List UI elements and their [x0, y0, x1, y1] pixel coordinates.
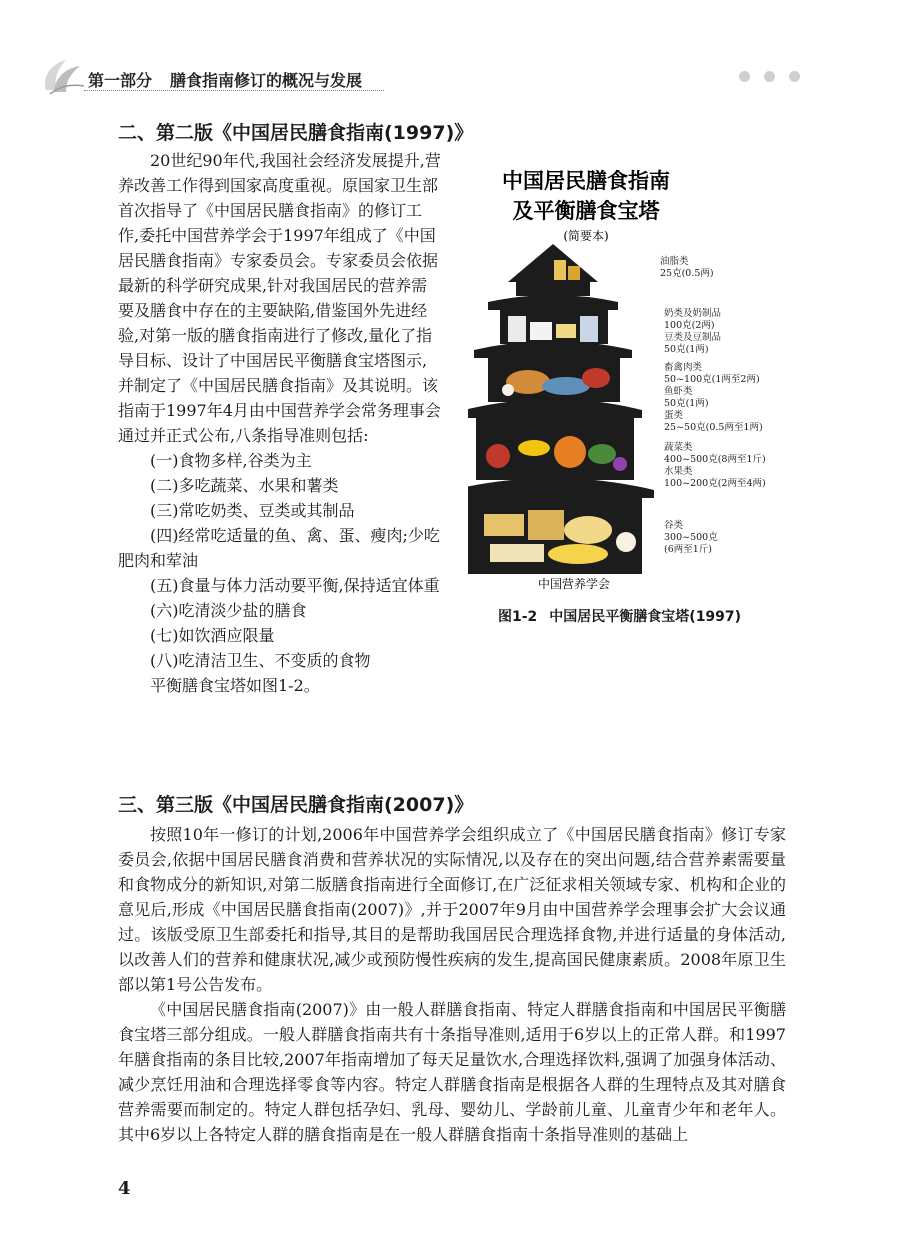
header-title	[88, 68, 380, 91]
section2-intro: 20世纪90年代,我国社会经济发展提升,营养改善工作得到国家高度重视。原国家卫生部首次指导了《中国居民膳食指南》的修订工作,委托中国营养学会于1997年组成了《中国居民膳食指南》专家委员会。专家委员会依据最新的科学研究成果,针对我国居民的营养需要及膳食中存在的主要缺陷,借鉴国外先进经验,对第一版的膳食指南进行了修改,量化了指导目标、设计了中国居民平衡膳食宝塔图示,并制定了《中国居民膳食指南》及其说明。该指南于1997年4月由中国营养学会常务理事会通过并正式公布,八条指导准则包括:	[118, 151, 441, 445]
guideline-item: (五)食量与体力活动要平衡,保持适宜体重	[150, 576, 440, 595]
wheat-leaf-logo-icon	[40, 56, 86, 96]
section3-paragraph-2: 《中国居民膳食指南(2007)》由一般人群膳食指南、特定人群膳食指南和中国居民平衡膳食宝塔三部分组成。一般人群膳食指南共有十条指导准则,适用于6岁以上的正常人群。和1997年膳食指南的条目比较,2007年指南增加了每天足量饮水,合理选择饮料,强调了加强身体活动、减少烹饪用油和合理选择零食等内容。特定人群膳食指南是根据各人群的生理特点及其对膳食营养需要而制定的。特定人群包括孕妇、乳母、婴幼儿、学龄前儿童、儿童青少年和老年人。其中6岁以上各特定人群的膳食指南是在一般人群膳食指南十条指导准则的基础上	[118, 1000, 786, 1144]
guideline-item: (四)经常吃适量的鱼、禽、蛋、瘦肉;少吃肥肉和荤油	[118, 526, 440, 570]
pagoda-label: 蔬菜类	[664, 442, 693, 453]
pagoda-label: 25克(0.5两)	[660, 268, 714, 279]
figure-caption-text: 中国居民平衡膳食宝塔(1997)	[549, 609, 742, 625]
section2-heading: 二、第二版《中国居民膳食指南(1997)》	[118, 122, 474, 144]
pagoda-label: 50~100克(1两至2两)	[664, 374, 760, 385]
section2-closing: 平衡膳食宝塔如图1-2。	[150, 676, 320, 695]
figure-title-line1: 中国居民膳食指南	[502, 168, 670, 193]
pagoda-label: 50克(1两)	[664, 398, 709, 409]
section2-body	[118, 148, 443, 698]
pagoda-label: (6两至1斤)	[664, 544, 713, 555]
page-number: 4	[118, 1178, 131, 1199]
pagoda-label: 蛋类	[664, 410, 684, 421]
guideline-item: (二)多吃蔬菜、水果和薯类	[150, 476, 339, 495]
header-chapter: 膳食指南修订的概况与发展	[170, 71, 363, 90]
pagoda-label: 50克(1两)	[664, 344, 709, 355]
figure-subtitle: (简要本)	[563, 229, 609, 243]
figure-caption	[498, 606, 741, 626]
figure-title-line2: 及平衡膳食宝塔	[512, 198, 660, 223]
guideline-item: (六)吃清淡少盐的膳食	[150, 601, 307, 620]
header-part: 第一部分	[88, 71, 153, 90]
guideline-item: (八)吃清洁卫生、不变质的食物	[150, 651, 371, 670]
header-dots	[725, 67, 800, 86]
guideline-item: (七)如饮酒应限量	[150, 626, 275, 645]
guideline-item: (三)常吃奶类、豆类或其制品	[150, 501, 355, 520]
pagoda-label: 100~200克(2两至4两)	[664, 478, 766, 489]
figure-org: 中国营养学会	[538, 577, 611, 591]
pagoda-label: 水果类	[664, 466, 693, 477]
running-header	[40, 56, 860, 96]
pagoda-label: 油脂类	[660, 256, 689, 267]
pagoda-label: 畜禽肉类	[664, 362, 703, 373]
pagoda-label: 25~50克(0.5两至1两)	[664, 422, 763, 433]
guideline-item: (一)食物多样,谷类为主	[150, 451, 312, 470]
section3-heading: 三、第三版《中国居民膳食指南(2007)》	[118, 794, 474, 816]
section3-body	[118, 822, 786, 1147]
food-pagoda-figure	[468, 160, 808, 600]
pagoda-label: 100克(2两)	[664, 320, 715, 331]
pagoda-label: 谷类	[664, 520, 684, 531]
pagoda-label: 奶类及奶制品	[664, 308, 722, 319]
section3-paragraph-1: 按照10年一修订的计划,2006年中国营养学会组织成立了《中国居民膳食指南》修订专家委员会,依据中国居民膳食消费和营养状况的实际情况,以及存在的突出问题,结合营养素需要量和食物成分的新知识,对第二版膳食指南进行全面修订,在广泛征求相关领域专家、机构和企业的意见后,形成《中国居民膳食指南(2007)》,并于2007年9月由中国营养学会理事会扩大会议通过。该版受原卫生部委托和指导,其目的是帮助我国居民合理选择食物,并进行适量的身体活动,以改善人们的营养和健康状况,减少或预防慢性疾病的发生,提高国民健康素质。2008年原卫生部以第1号公告发布。	[118, 825, 786, 994]
header-rule	[84, 90, 384, 91]
pagoda-label: 鱼虾类	[664, 386, 693, 397]
figure-caption-number: 图1-2	[498, 609, 538, 625]
pagoda-label: 豆类及豆制品	[664, 332, 722, 343]
pagoda-label: 400~500克(8两至1斤)	[664, 454, 766, 465]
pagoda-label: 300~500克	[664, 532, 718, 543]
